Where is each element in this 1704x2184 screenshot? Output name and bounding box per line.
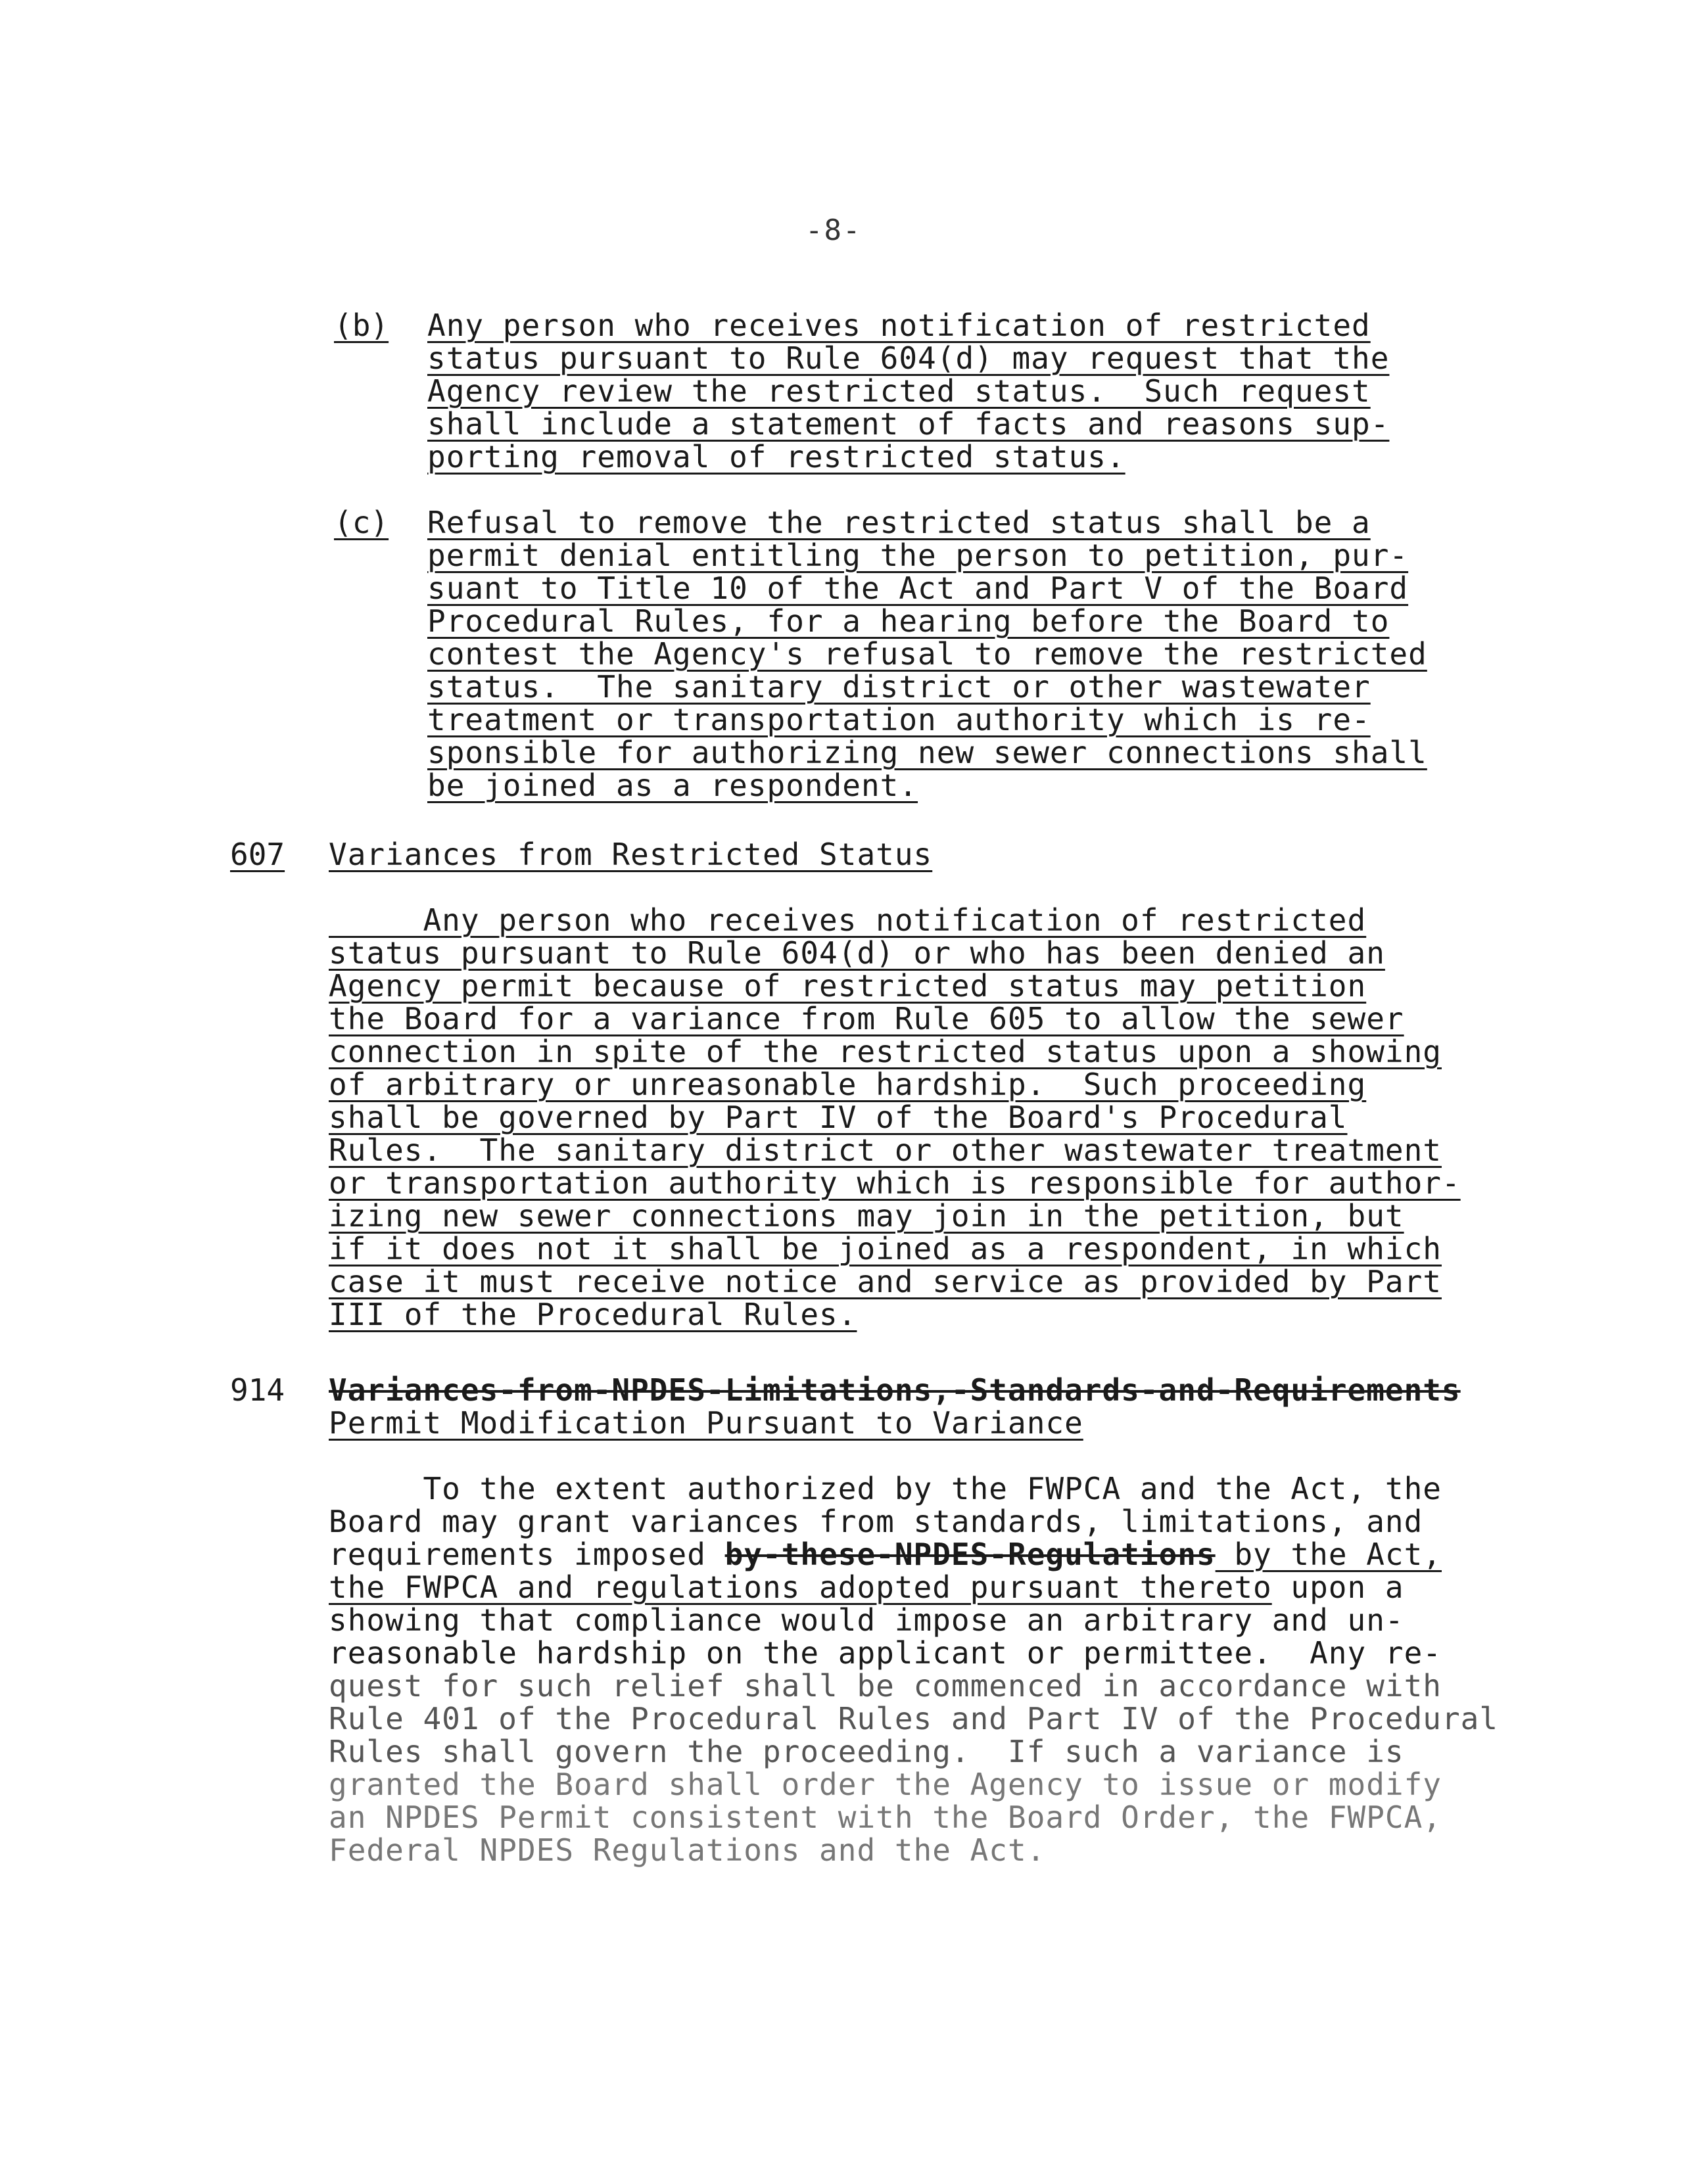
section-914-line: reasonable hardship on the applicant or permittee. Any re- bbox=[329, 1635, 1442, 1671]
section-b-line: porting removal of restricted status. bbox=[427, 439, 1125, 475]
section-c-line: suant to Title 10 of the Act and Part V of the Board bbox=[427, 570, 1409, 606]
page-number: -8- bbox=[805, 214, 862, 247]
section-c-line: contest the Agency's refusal to remove the restricted bbox=[427, 636, 1427, 672]
section-b-line: status pursuant to Rule 604(d) may request that the bbox=[427, 340, 1390, 376]
section-914-struck-text: by-these-NPDES-Regulations bbox=[724, 1537, 1216, 1572]
section-607-line: case it must receive notice and service as provided by Part bbox=[329, 1264, 1442, 1299]
section-914-line: showing that compliance would impose an arbitrary and un- bbox=[329, 1602, 1404, 1638]
section-914-heading-struck: Variances-from-NPDES-Limitations,-Standards-and-Requirements bbox=[329, 1372, 1461, 1408]
section-914-line-3 bbox=[329, 1538, 1442, 1571]
section-c-line: treatment or transportation authority which is re- bbox=[427, 702, 1371, 737]
section-914-heading: Permit Modification Pursuant to Variance bbox=[329, 1405, 1083, 1441]
section-607-line: Rules. The sanitary district or other wastewater treatment bbox=[329, 1132, 1442, 1168]
section-607-line: shall be governed by Part IV of the Board's Procedural bbox=[329, 1100, 1348, 1135]
section-c-line: Procedural Rules, for a hearing before the Board to bbox=[427, 603, 1390, 639]
section-914-line: Rules shall govern the proceeding. If such a variance is bbox=[329, 1734, 1404, 1769]
section-914-line-4 bbox=[329, 1571, 1404, 1604]
section-914-line: Board may grant variances from standards, limitations, and bbox=[329, 1504, 1423, 1539]
section-607-line: connection in spite of the restricted status upon a showing bbox=[329, 1034, 1442, 1069]
section-914-line: Rule 401 of the Procedural Rules and Part IV of the Procedural bbox=[329, 1701, 1499, 1736]
section-c-line: permit denial entitling the person to petition, pur- bbox=[427, 538, 1409, 573]
section-607-line: the Board for a variance from Rule 605 to allow the sewer bbox=[329, 1001, 1404, 1036]
section-914-line: To the extent authorized by the FWPCA and the Act, the bbox=[329, 1471, 1442, 1506]
section-914-number: 914 bbox=[230, 1372, 285, 1408]
section-914-text: upon a bbox=[1271, 1569, 1404, 1605]
section-914-line: quest for such relief shall be commenced in accordance with bbox=[329, 1668, 1442, 1704]
section-914-text: requirements imposed bbox=[329, 1537, 725, 1572]
section-607-number: 607 bbox=[230, 837, 285, 872]
section-607-heading: Variances from Restricted Status bbox=[329, 837, 933, 872]
section-914-inserted-text: by the Act, bbox=[1215, 1537, 1442, 1572]
section-607-line: or transportation authority which is responsible for author- bbox=[329, 1165, 1461, 1201]
section-b-label: (b) bbox=[334, 308, 389, 343]
section-c-line: status. The sanitary district or other wastewater bbox=[427, 669, 1371, 705]
section-607-line: status pursuant to Rule 604(d) or who has been denied an bbox=[329, 935, 1385, 971]
section-607-line: III of the Procedural Rules. bbox=[329, 1297, 857, 1332]
section-914-line: Federal NPDES Regulations and the Act. bbox=[329, 1832, 1046, 1868]
section-c-line: sponsible for authorizing new sewer connections shall bbox=[427, 735, 1427, 770]
section-c-line: be joined as a respondent. bbox=[427, 768, 918, 803]
section-914-inserted-text: the FWPCA and regulations adopted pursuant thereto bbox=[329, 1569, 1272, 1605]
section-b-line: Agency review the restricted status. Such request bbox=[427, 373, 1371, 409]
section-c-line: Refusal to remove the restricted status shall be a bbox=[427, 505, 1371, 540]
section-607-line: Any person who receives notification of restricted bbox=[329, 902, 1367, 938]
section-914-line: granted the Board shall order the Agency to issue or modify bbox=[329, 1767, 1442, 1802]
section-b-line: Any person who receives notification of restricted bbox=[427, 308, 1371, 343]
section-c-label: (c) bbox=[334, 505, 389, 540]
section-914-line: an NPDES Permit consistent with the Board Order, the FWPCA, bbox=[329, 1800, 1442, 1835]
section-b-line: shall include a statement of facts and reasons sup- bbox=[427, 406, 1390, 442]
section-607-line: Agency permit because of restricted status may petition bbox=[329, 968, 1367, 1004]
section-607-line: izing new sewer connections may join in the petition, but bbox=[329, 1198, 1404, 1234]
section-607-line: of arbitrary or unreasonable hardship. Such proceeding bbox=[329, 1067, 1367, 1102]
section-607-line: if it does not it shall be joined as a respondent, in which bbox=[329, 1231, 1442, 1266]
